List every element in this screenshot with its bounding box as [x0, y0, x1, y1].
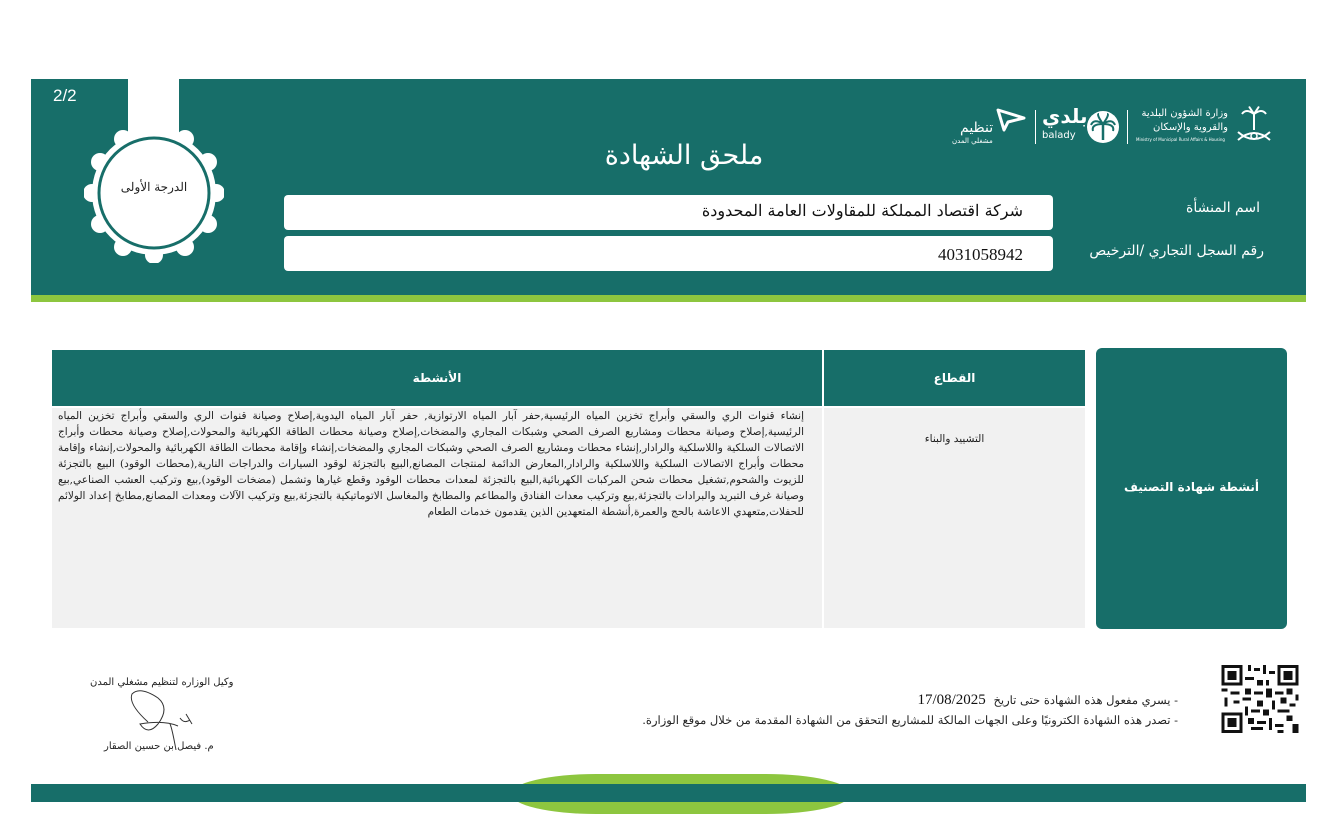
footer-band [31, 784, 1306, 802]
header-accent-line [31, 295, 1306, 302]
activities-header: الأنشطة [52, 350, 822, 406]
sector-cell [824, 408, 1085, 628]
signatory-name: م. فيصل بن حسين الصقار [104, 741, 214, 752]
logo-divider [1127, 110, 1128, 144]
sector-header: القطاع [824, 350, 1085, 406]
ministry-name-en: Ministry of Municipal Rural Affairs & Housing [1136, 137, 1225, 142]
tanzeem-logo-subtext: مشغلي المدن [952, 137, 993, 145]
sector-text: التشييد والبناء [924, 433, 985, 445]
balady-logo-text: بلدي [1042, 104, 1088, 128]
verification-note: - تصدر هذه الشهادة الكترونيًا وعلى الجهات المالكة للمشاريع التحقق من الشهادة المقدمة من خلال موقع الوزارة. [642, 713, 1178, 727]
tanzeem-logo-text: تنظيم [960, 120, 994, 136]
validity-line [917, 692, 1178, 709]
establishment-name-label: اسم المنشأة [1186, 200, 1260, 216]
page-indicator: 2/2 [53, 86, 77, 105]
qr-code-icon[interactable] [1221, 665, 1299, 733]
commercial-register-label: رقم السجل التجاري /الترخيص [1089, 243, 1264, 259]
activities-text: إنشاء قنوات الري والسقي وأبراج تخزين المياه الرئيسية,حفر آبار المياه الارتوازية, حفر آبار المياه اليدوية,إصلاح وصيانة قنوات الري والسقي وأبراج تخزين المياه الرئيسية,إصلاح وصيانة محطات ومشاريع الصرف الصحي وشبكات المجاري والمضخات,إصلاح وصيانة محطات الطاقة الكهربائية والمحولات,إصلاح وصيانة محطات وأبراج الاتصالات السلكية واللاسلكية والرادار,إنشاء محطات ومشاريع الصرف الصحي وشبكات المجاري والمضخات,إنشاء وإقامة محطات الطاقة الكهربائية والمحولات,إنشاء وإقامة محطات وأبراج الاتصالات السلكية واللاسلكية والرادار,المعارض الدائمة لمنتجات المصانع,البيع بالتجزئة لوقود السيارات والدراجات النارية,(محطات الوقود) البيع بالتجزئة للزيوت والشحوم,تشغيل محطات شحن المركبات الكهربائية,البيع بالتجزئة لمعدات محطات الوقود وقطع غيارها وتشمل (مضخات الوقود),بيع وتركيب العشب الصناعي,بيع وصيانة غرف التبريد والبرادات بالتجزئة,بيع وتركيب معدات الفنادق والمطاعم والمطابخ والمغاسل الاتوماتيكية بالتجزئة,بيع وتركيب الآلات ومعدات المصانع,مطابخ إعداد الولائم للحفلات,متعهدي الاعاشة بالحج والعمرة,أنشطة المتعهدين الذين يقدمون خدمات الطعام [58, 410, 804, 518]
balady-logo-subtext: balady [1042, 130, 1076, 141]
page-title: ملحق الشهادة [604, 140, 764, 171]
saudi-emblem-icon [1232, 106, 1276, 148]
validity-date: 17/08/2025 [917, 692, 986, 708]
grade-label: الدرجة الأولى [120, 180, 188, 194]
classification-title: أنشطة شهادة التصنيف [1123, 480, 1260, 494]
establishment-name-field [284, 195, 1053, 230]
establishment-name-value: شركة اقتصاد المملكة للمقاولات العامة المحدودة [701, 201, 1023, 220]
logos-group [950, 104, 1280, 148]
ministry-name-line1: وزارة الشؤون البلدية [1141, 108, 1228, 119]
signatory-title: وكيل الوزاره لتنظيم مشغلي المدن [90, 677, 234, 688]
logo-divider [1035, 110, 1036, 144]
commercial-register-value: 4031058942 [938, 245, 1023, 264]
palm-emblem-icon [1086, 110, 1120, 144]
tanzeem-logo-icon [994, 106, 1030, 132]
activities-table [52, 350, 1085, 628]
ministry-name-line2: والقروية والإسكان [1153, 122, 1228, 133]
activities-cell [52, 408, 822, 628]
validity-text: - يسري مفعول هذه الشهادة حتى تاريخ [993, 693, 1178, 707]
commercial-register-field [284, 236, 1053, 271]
